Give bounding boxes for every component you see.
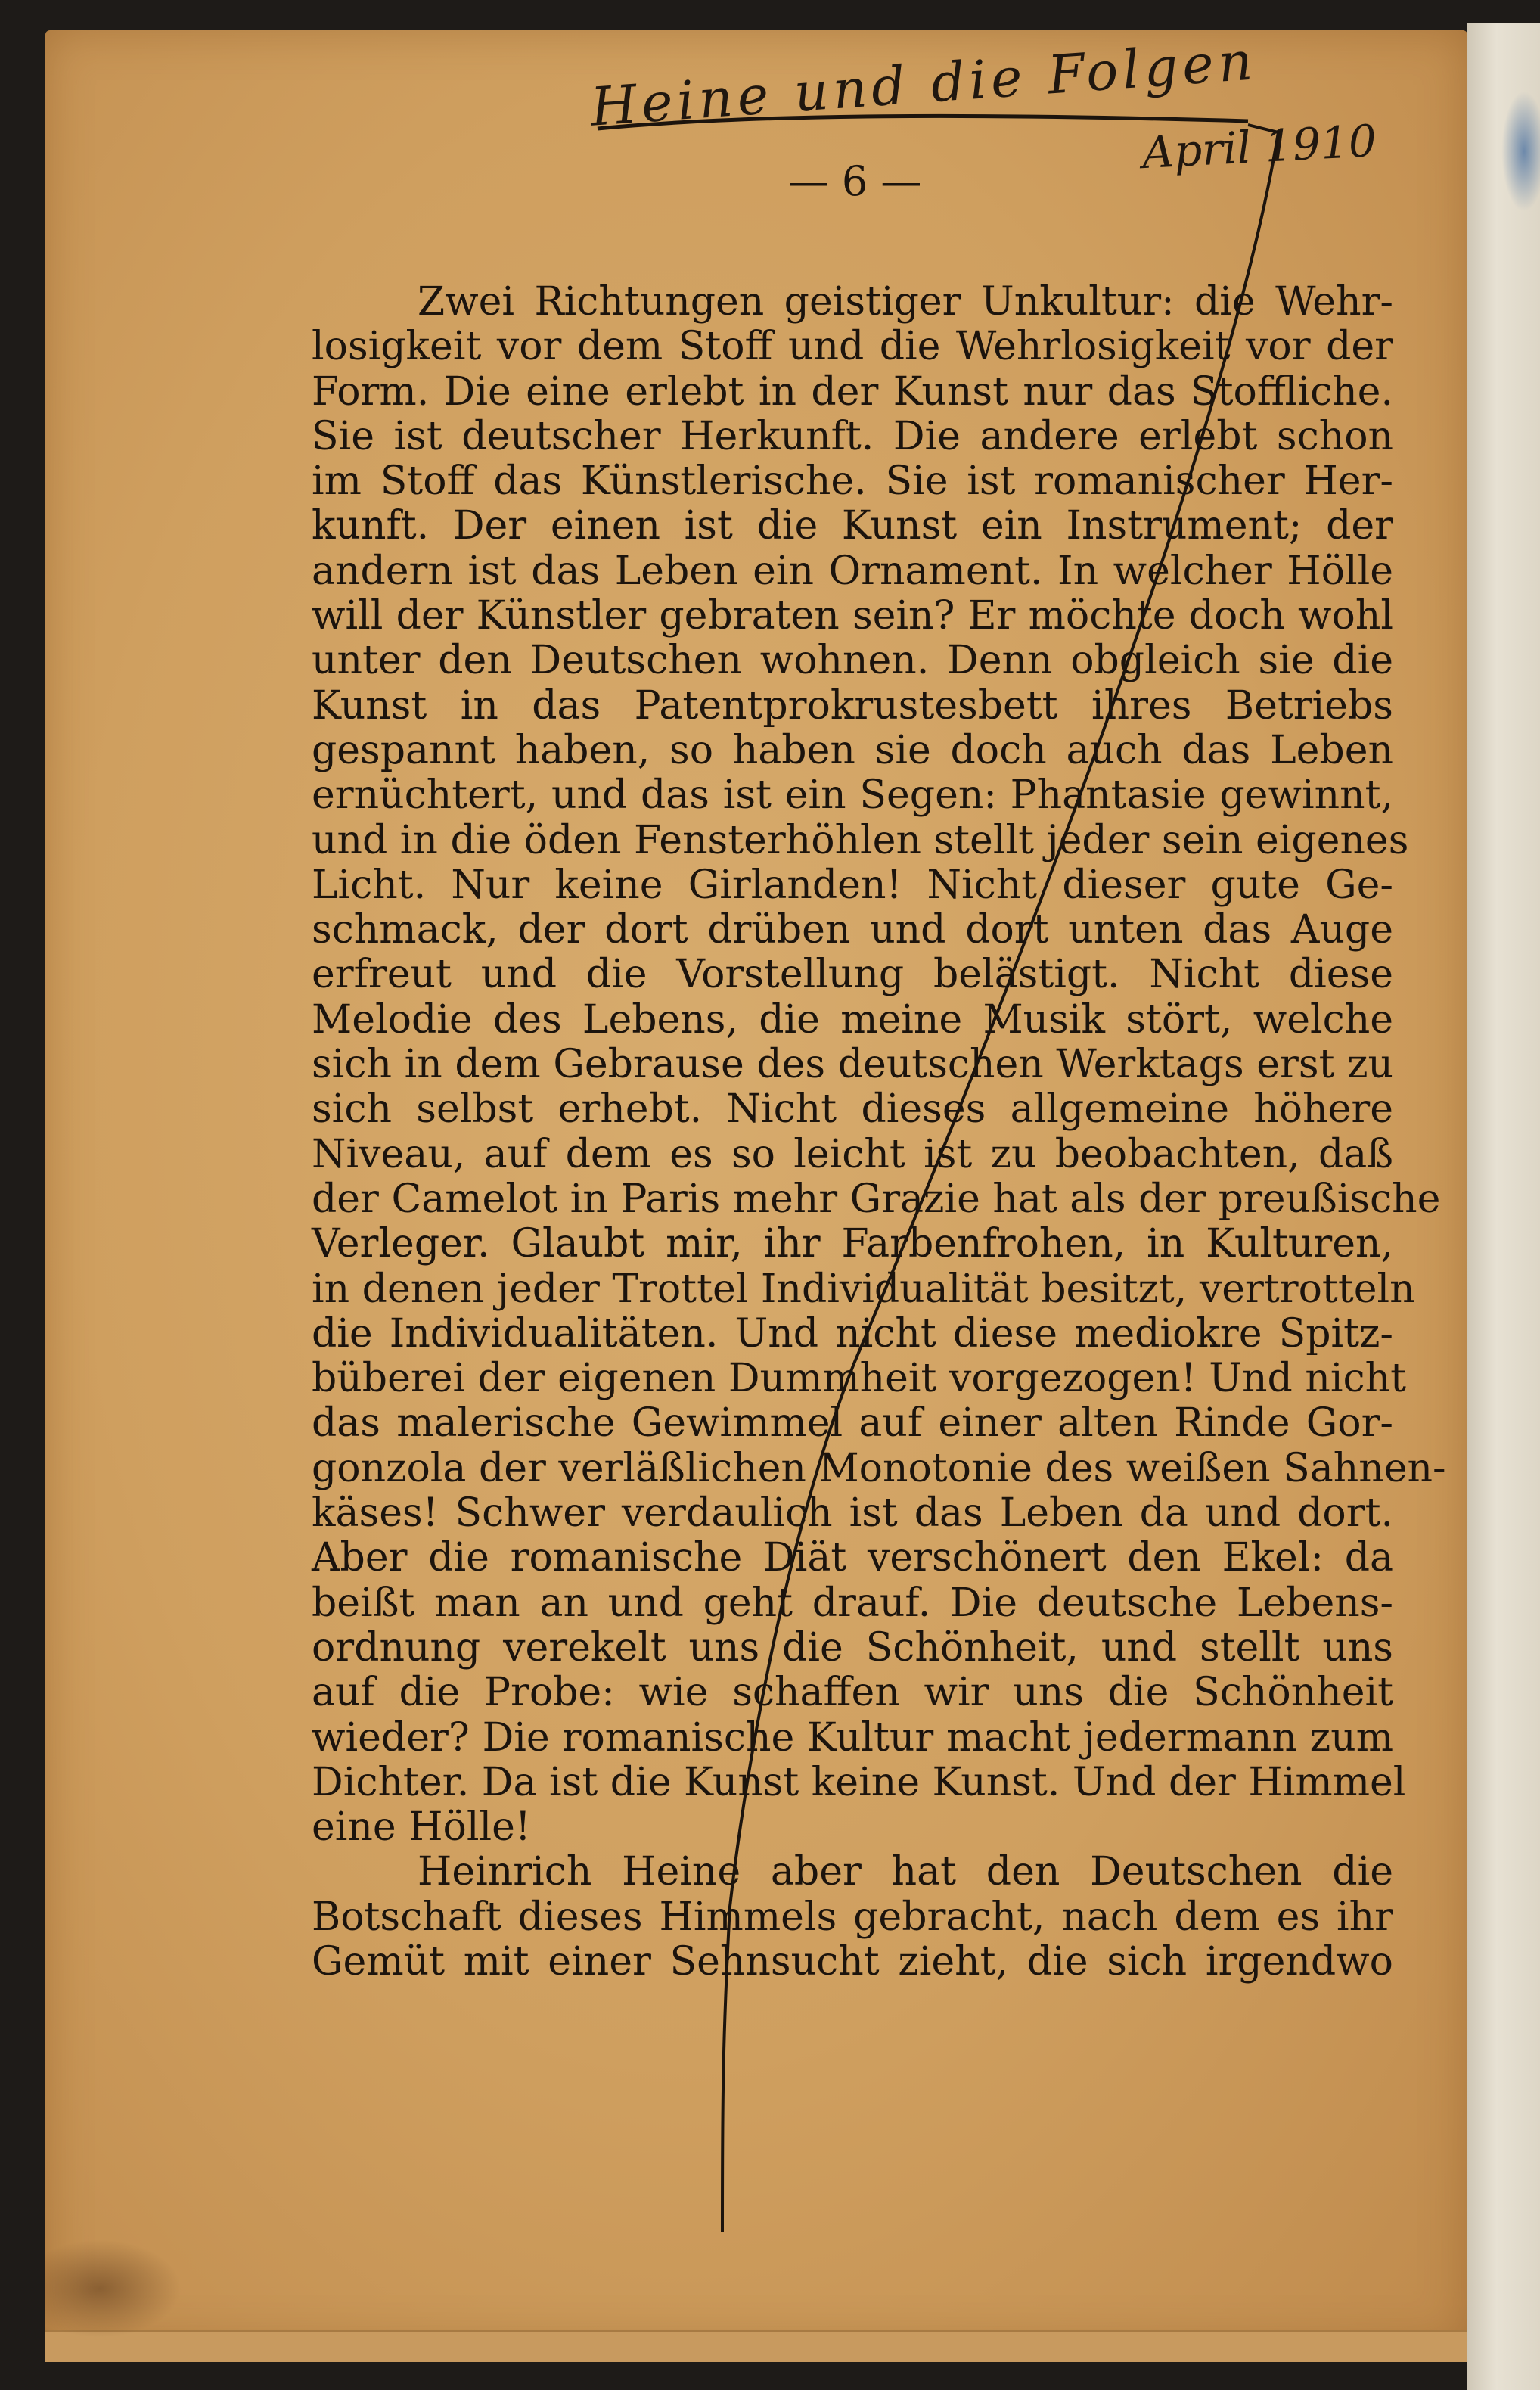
text-line: auf die Probe: wie schaffen wir uns die Schönheit	[312, 1670, 1393, 1716]
text-line: büberei der eigenen Dummheit vorgezogen! Und nicht	[312, 1356, 1406, 1402]
text-line: der Camelot in Paris mehr Grazie hat als der preußische	[312, 1176, 1441, 1222]
text-line: Verleger. Glaubt mir, ihr Farbenfrohen, in Kulturen,	[312, 1221, 1393, 1267]
text-line: schmack, der dort drüben und dort unten das Auge	[312, 907, 1393, 953]
text-line: Aber die romanische Diät verschönert den Ekel: da	[312, 1535, 1393, 1581]
text-line: in denen jeder Trottel Individualität besitzt, vertrotteln	[312, 1266, 1415, 1312]
text-line: Form. Die eine erlebt in der Kunst nur das Stoffliche.	[312, 368, 1393, 415]
handwritten-title-note: Heine und die Folgen	[588, 30, 1259, 138]
text-line: Zwei Richtungen geistiger Unkultur: die Wehr-	[418, 279, 1393, 325]
text-line: und in die öden Fensterhöhlen stellt jeder sein eigenes	[312, 817, 1409, 863]
text-line: kunft. Der einen ist die Kunst ein Instrument; der	[312, 503, 1393, 549]
text-line: ernüchtert, und das ist ein Segen: Phantasie gewinnt,	[312, 772, 1393, 819]
text-line: Sie ist deutscher Herkunft. Die andere erlebt schon	[312, 413, 1393, 459]
text-line: will der Künstler gebraten sein? Er möchte doch wohl	[312, 593, 1393, 639]
paragraph-1	[312, 279, 1446, 1851]
next-page-edge	[1467, 23, 1540, 2390]
text-line: erfreut und die Vorstellung belästigt. Nicht diese	[312, 952, 1393, 998]
page-number: — 6 —	[787, 157, 922, 205]
text-line: die Individualitäten. Und nicht diese mediokre Spitz-	[312, 1310, 1393, 1357]
text-line: gonzola der verläßlichen Monotonie des weißen Sahnen-	[312, 1445, 1446, 1491]
page-stain	[45, 2239, 182, 2338]
text-line: eine Hölle!	[312, 1804, 531, 1851]
text-line: beißt man an und geht drauf. Die deutsche Lebens-	[312, 1580, 1393, 1626]
blue-ink-mark	[1501, 91, 1540, 212]
text-line: im Stoff das Künstlerische. Sie ist romanischer Her-	[312, 458, 1393, 505]
text-line: Niveau, auf dem es so leicht ist zu beobachten, daß	[312, 1131, 1393, 1177]
text-line: sich selbst erhebt. Nicht dieses allgemeine höhere	[312, 1086, 1393, 1133]
text-line: losigkeit vor dem Stoff und die Wehrlosigkeit vor der	[312, 324, 1393, 370]
text-line: Kunst in das Patentprokrustesbett ihres Betriebs	[312, 682, 1393, 729]
handwritten-date-note: April 1910	[1141, 114, 1378, 179]
text-line: Melodie des Lebens, die meine Musik stört, welche	[312, 996, 1393, 1043]
text-line: Heinrich Heine aber hat den Deutschen die	[418, 1849, 1393, 1895]
text-line: das malerische Gewimmel auf einer alten Rinde Gor-	[312, 1400, 1393, 1447]
text-line: Licht. Nur keine Girlanden! Nicht dieser gute Ge-	[312, 862, 1393, 908]
text-line: Gemüt mit einer Sehnsucht zieht, die sich irgendwo	[312, 1938, 1393, 1984]
text-line: wieder? Die romanische Kultur macht jedermann zum	[312, 1714, 1393, 1761]
paragraph-2	[312, 1850, 1393, 1984]
text-line: gespannt haben, so haben sie doch auch das Leben	[312, 727, 1393, 773]
text-line: käses! Schwer verdaulich ist das Leben da und dort.	[312, 1490, 1393, 1537]
text-line: ordnung verekelt uns die Schönheit, und stellt uns	[312, 1624, 1393, 1671]
body-text	[312, 279, 1446, 1984]
text-line: Dichter. Da ist die Kunst keine Kunst. Und der Himmel	[312, 1759, 1406, 1805]
text-line: Botschaft dieses Himmels gebracht, nach dem es ihr	[312, 1894, 1393, 1940]
text-line: andern ist das Leben ein Ornament. In welcher Hölle	[312, 548, 1393, 594]
text-line: sich in dem Gebrause des deutschen Werktags erst zu	[312, 1042, 1393, 1088]
page-bottom-edge	[45, 2330, 1467, 2362]
text-line: unter den Deutschen wohnen. Denn obgleich sie die	[312, 638, 1393, 684]
